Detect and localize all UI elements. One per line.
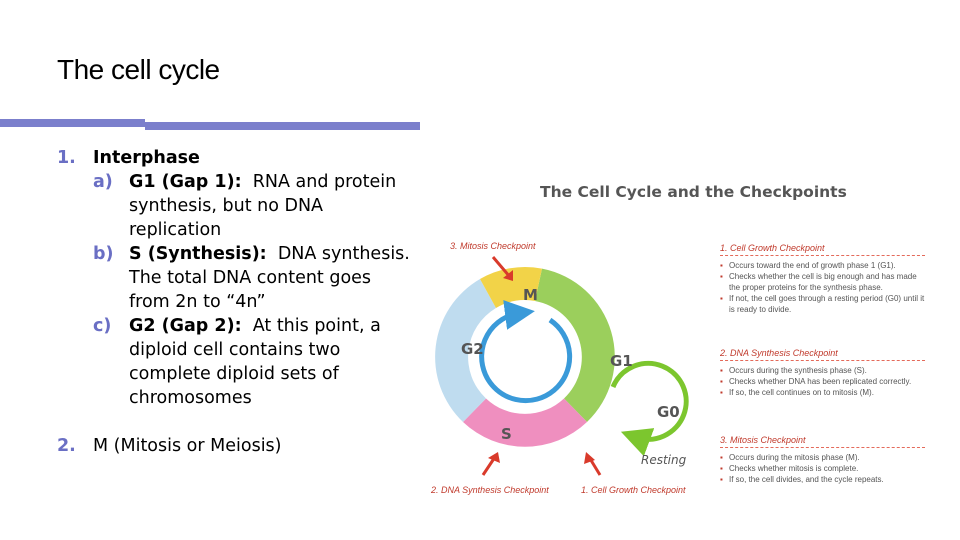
checkpoint-point: ▪ If so, the cell divides, and the cycle repeats. — [720, 474, 925, 485]
dna-synthesis-checkpoint-arrow — [483, 452, 500, 475]
slide-title: The cell cycle — [57, 54, 220, 85]
mitosis-checkpoint-label: 3. Mitosis Checkpoint — [450, 241, 536, 251]
checkpoint-point: ▪ If so, the cell continues on to mitosis (M). — [720, 387, 925, 398]
list-letter: c) — [93, 316, 112, 336]
checkpoint-point: ▪ Occurs toward the end of growth phase 1 (G1). — [720, 260, 925, 271]
cell-cycle-wheel — [425, 175, 725, 505]
phase-g1-segment — [535, 269, 615, 422]
phase-s-segment — [463, 399, 587, 447]
list-item-label: Interphase — [93, 148, 200, 168]
cell-cycle-figure — [425, 175, 935, 505]
outline-list — [57, 146, 417, 458]
checkpoint-box-mitosis — [720, 435, 925, 485]
checkpoint-heading: 1. Cell Growth Checkpoint — [720, 243, 825, 253]
definition: DNA synthesis. The total DNA content goes from 2n to “4n” — [129, 244, 416, 312]
list-letter: b) — [93, 244, 114, 264]
checkpoint-point: ▪ If not, the cell goes through a resting period (G0) until it is ready to divide. — [720, 293, 925, 315]
checkpoint-point: ▪ Checks whether DNA has been replicated correctly. — [720, 376, 925, 387]
dashed-divider — [720, 447, 925, 448]
phase-label-g1: G1 — [610, 352, 633, 370]
checkpoint-heading: 3. Mitosis Checkpoint — [720, 435, 806, 445]
title-underline-left — [0, 119, 145, 127]
phase-label-s: S — [501, 425, 512, 443]
checkpoint-point: ▪ Checks whether the cell is big enough and has made the proper proteins for the synthesis phase. — [720, 271, 925, 293]
cell-growth-checkpoint-label: 1. Cell Growth Checkpoint — [581, 485, 686, 495]
dashed-divider — [720, 255, 925, 256]
cycle-arrow — [482, 313, 570, 401]
list-item-label: M (Mitosis or Meiosis) — [93, 436, 282, 456]
term: S (Synthesis): — [129, 244, 267, 264]
checkpoint-point: ▪ Occurs during the synthesis phase (S). — [720, 365, 925, 376]
list-subitem-s — [57, 242, 417, 314]
g0-loop-arrow — [613, 363, 686, 439]
term: G2 (Gap 2): — [129, 316, 242, 336]
dna-synthesis-checkpoint-label: 2. DNA Synthesis Checkpoint — [431, 485, 549, 495]
checkpoint-point: ▪ Occurs during the mitosis phase (M). — [720, 452, 925, 463]
resting-label: Resting — [641, 453, 687, 467]
dashed-divider — [720, 360, 925, 361]
phase-label-g2: G2 — [461, 340, 484, 358]
list-item-mitosis — [57, 434, 417, 458]
definition: At this point, a diploid cell contains two complete diploid sets of chromosomes — [129, 316, 387, 408]
cell-growth-checkpoint-arrow — [584, 452, 600, 475]
list-number: 1. — [57, 148, 76, 168]
phase-label-m: M — [523, 286, 538, 304]
term: G1 (Gap 1): — [129, 172, 242, 192]
checkpoint-point: ▪ Checks whether mitosis is complete. — [720, 463, 925, 474]
list-letter: a) — [93, 172, 113, 192]
checkpoint-heading: 2. DNA Synthesis Checkpoint — [720, 348, 838, 358]
definition: RNA and protein synthesis, but no DNA replication — [129, 172, 402, 240]
checkpoint-box-cell-growth — [720, 243, 925, 315]
list-subitem-g1 — [57, 170, 417, 242]
title-underline-right — [145, 122, 420, 130]
list-number: 2. — [57, 436, 76, 456]
phase-label-g0: G0 — [657, 403, 680, 421]
list-subitem-g2 — [57, 314, 417, 410]
list-item-interphase — [57, 146, 417, 170]
checkpoint-box-dna-synthesis — [720, 348, 925, 398]
figure-title: The Cell Cycle and the Checkpoints — [540, 183, 847, 201]
